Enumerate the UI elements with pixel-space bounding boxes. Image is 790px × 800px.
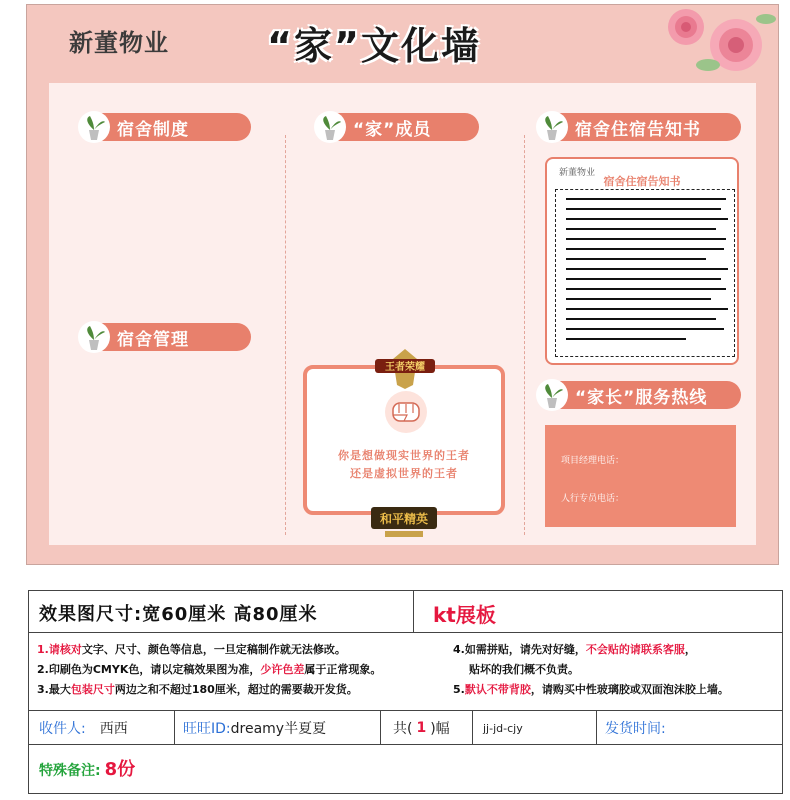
hr-phone-label: 人行专员电话： [561, 494, 625, 504]
order-info-table [28, 590, 783, 794]
special-note-label: 特殊备注: [39, 763, 101, 779]
note-4-continued: 贴坏的我们概不负责。 [469, 663, 579, 676]
size-label: 效果图尺寸:宽60厘米 高80厘米 [39, 604, 318, 625]
note-text: ，请购买中性玻璃胶或双面泡沫胶上墙。 [530, 683, 729, 696]
wangwang-label: 旺旺ID: [183, 721, 231, 737]
note-4 [453, 641, 696, 657]
note-highlight: 请核对 [48, 643, 82, 656]
note-2 [37, 661, 381, 677]
dorm-notice-document [545, 157, 739, 365]
note-text: 属于正常现象。 [304, 663, 382, 676]
brand-name: 新董物业 [69, 29, 169, 57]
section-label: 宿舍制度 [117, 119, 189, 140]
text-line [566, 308, 728, 310]
code-cell [473, 711, 597, 745]
order-code: jj-jd-cjy [483, 721, 523, 735]
section-family-members [319, 113, 479, 141]
text-line [566, 268, 728, 270]
ship-time-label: 发货时间: [605, 721, 666, 737]
contact-row [29, 711, 782, 745]
special-note [39, 755, 135, 781]
section-label: 宿舍管理 [117, 329, 189, 350]
note-3 [37, 681, 358, 697]
note-text: 两边之和不超过180厘米，超过的需要裁开发货。 [114, 683, 358, 696]
game-logo-icon [373, 345, 437, 391]
game-logo-text: 和平精英 [379, 512, 429, 526]
note-highlight: 默认不带背胶 [464, 683, 531, 696]
section-hotline [541, 381, 741, 409]
culture-wall-board [26, 4, 779, 565]
note-text: 最大 [48, 683, 71, 696]
note-highlight: 不会贴的请联系客服 [585, 643, 685, 656]
section-dorm-rules [83, 113, 251, 141]
wangwang-value: dreamy半夏夏 [230, 721, 327, 737]
text-line [566, 248, 724, 250]
notes-block [29, 633, 782, 711]
fist-icon [381, 389, 431, 435]
text-line [566, 318, 716, 320]
note-text: 印刷色为CMYK色，请以定稿效果图为准， [48, 663, 261, 676]
note-number: 3. [37, 683, 49, 696]
wangwang-cell [175, 711, 381, 745]
count-value: 1 [416, 720, 427, 736]
note-5 [453, 681, 729, 697]
potted-plant-icon [313, 110, 347, 144]
text-line [566, 228, 716, 230]
doc-text-block [555, 189, 735, 357]
slogan-line-1: 你是想做现实世界的王者 [338, 449, 470, 462]
note-number: 1. [37, 643, 49, 656]
game-logo-icon [367, 501, 441, 541]
doc-title: 宿舍住宿告知书 [603, 175, 681, 188]
text-line [566, 208, 721, 210]
recipient-value: 西西 [99, 721, 128, 737]
potted-plant-icon [535, 110, 569, 144]
text-line [566, 338, 686, 340]
wall-title: “家”文化墙 [267, 24, 481, 68]
hotline-box [545, 425, 736, 527]
text-line [566, 298, 711, 300]
special-note-value: 8份 [104, 759, 136, 780]
text-line [566, 198, 726, 200]
game-logo-text: 王者荣耀 [385, 362, 425, 373]
note-text: 如需拼贴，请先对好缝， [464, 643, 586, 656]
text-line [566, 288, 726, 290]
note-text: ， [684, 643, 696, 656]
ship-time-cell [597, 711, 782, 745]
section-label: “家”成员 [353, 119, 432, 140]
cell-divider [413, 591, 414, 633]
section-dorm-management [83, 323, 251, 351]
count-suffix: )幅 [430, 721, 450, 737]
note-highlight: 少许色差 [260, 663, 305, 676]
potted-plant-icon [77, 320, 111, 354]
note-number: 2. [37, 663, 49, 676]
doc-brand: 新董物业 [559, 168, 596, 178]
size-row [29, 591, 782, 633]
material-label: kt展板 [433, 603, 496, 627]
note-number: 4. [453, 643, 465, 656]
manager-phone-label: 项目经理电话： [561, 456, 625, 466]
recipient-label: 收件人: [39, 721, 86, 737]
text-line [566, 218, 728, 220]
slogan-line-2: 还是虚拟世界的王者 [350, 467, 458, 480]
text-line [566, 328, 724, 330]
note-highlight: 包装尺寸 [70, 683, 115, 696]
column-divider [285, 135, 286, 535]
count-prefix: 共( [393, 721, 413, 737]
potted-plant-icon [77, 110, 111, 144]
text-line [566, 238, 726, 240]
roses-decoration-icon [658, 5, 778, 83]
recipient-cell [29, 711, 175, 745]
note-text: 文字、尺寸、颜色等信息，一旦定稿制作就无法修改。 [81, 643, 346, 656]
section-dorm-notice [541, 113, 741, 141]
count-cell [381, 711, 473, 745]
section-label: 宿舍住宿告知书 [575, 119, 701, 140]
note-1 [37, 641, 346, 657]
text-line [566, 258, 706, 260]
text-line [566, 278, 721, 280]
potted-plant-icon [535, 378, 569, 412]
column-divider [524, 135, 525, 535]
section-label: “家长”服务热线 [575, 387, 708, 408]
note-number: 5. [453, 683, 465, 696]
